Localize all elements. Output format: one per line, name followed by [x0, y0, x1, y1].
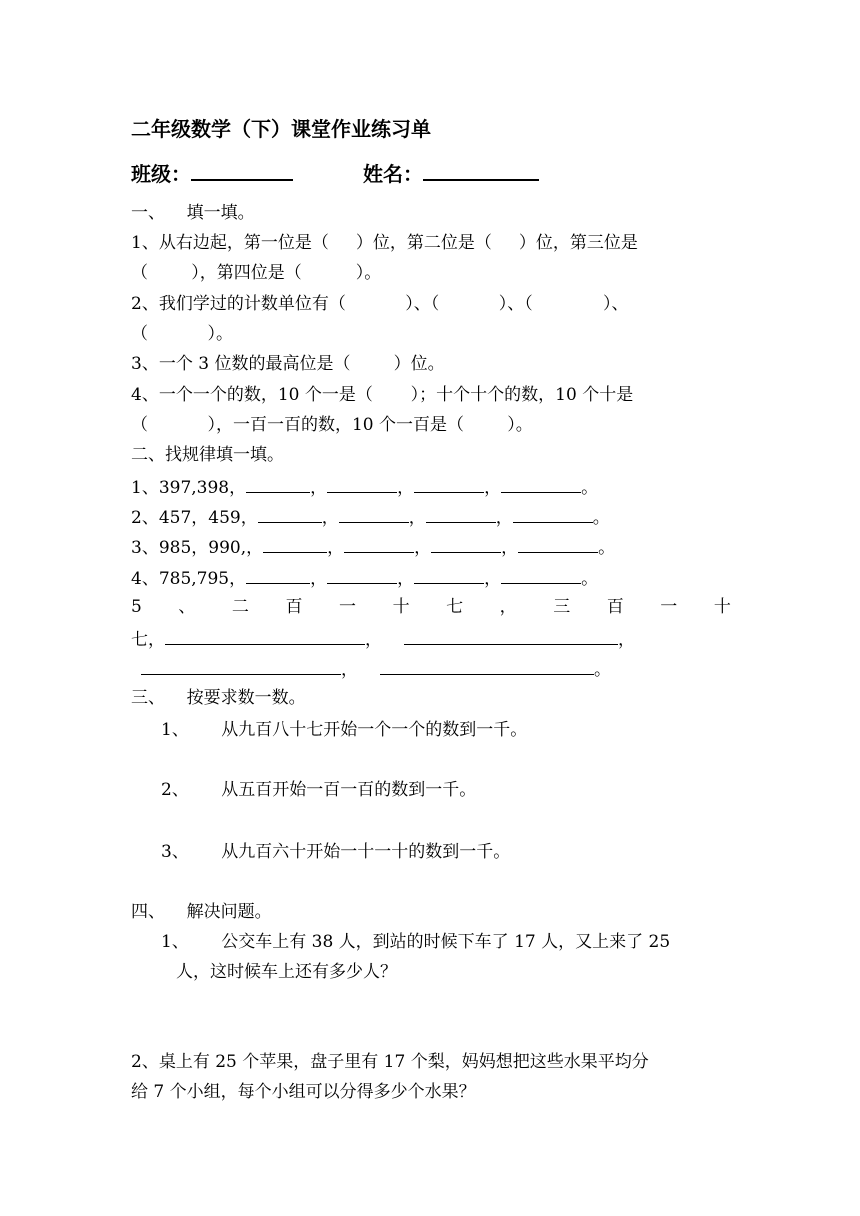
problem-1-line1: 1、 公交车上有 38 人，到站的时候下车了 17 人，又上来了 25: [161, 932, 671, 952]
period: 。: [598, 538, 616, 558]
q5-char: 十: [713, 597, 731, 617]
answer-blank[interactable]: [414, 565, 484, 584]
answer-blank[interactable]: [501, 474, 581, 493]
answer-blank[interactable]: [501, 565, 581, 584]
problem-2-line2: 给 7 个小组，每个小组可以分得多少个水果？: [131, 1082, 476, 1102]
problem-1-line2: 人，这时候车上还有多少人？: [176, 962, 397, 982]
answer-blank[interactable]: [431, 534, 501, 553]
answer-blank[interactable]: [246, 474, 310, 493]
section3-heading: 三、 按要求数一数。: [131, 688, 306, 708]
q2-5-line2: [131, 626, 635, 652]
pattern-row-4: [131, 565, 598, 591]
section4-heading: 四、 解决问题。: [131, 902, 272, 922]
answer-blank[interactable]: [258, 504, 322, 523]
q5-char: 二: [231, 597, 249, 617]
separator: ，: [365, 630, 382, 650]
q5-char: 一: [339, 597, 357, 617]
answer-blank[interactable]: [141, 656, 341, 675]
separator: ，: [397, 569, 415, 589]
period: 。: [594, 660, 611, 680]
q5-char: 七: [446, 597, 464, 617]
q5-char: 百: [606, 597, 624, 617]
q1-4-line2: （ ），一百一百的数，10 个一百是（ ）。: [131, 415, 533, 435]
answer-blank[interactable]: [513, 504, 593, 523]
section1-heading: 一、 填一填。: [131, 203, 255, 223]
answer-blank[interactable]: [246, 565, 310, 584]
q1-2-line1: 2、我们学过的计数单位有（ ）、（ ）、（ ）、: [131, 294, 629, 314]
separator: ，: [341, 660, 358, 680]
separator: ，: [310, 478, 328, 498]
q5-char: 百: [285, 597, 303, 617]
q2-5-line1: [131, 595, 731, 619]
period: 。: [592, 508, 610, 528]
student-info-line: [131, 158, 539, 187]
q1-1-line2: （ ），第四位是（ ）。: [131, 263, 382, 283]
pattern-row-3: [131, 534, 615, 560]
separator: ，: [321, 508, 339, 528]
separator: ，: [414, 538, 432, 558]
q1-3: 3、一个 3 位数的最高位是（ ）位。: [131, 354, 445, 374]
name-label: 姓名：: [363, 162, 423, 186]
answer-blank[interactable]: [518, 534, 598, 553]
period: 。: [581, 569, 599, 589]
answer-blank[interactable]: [165, 626, 365, 645]
q1-1-line1: 1、从右边起，第一位是（ ）位，第二位是（ ）位，第三位是: [131, 233, 638, 253]
q5-char: 三: [553, 597, 571, 617]
answer-blank[interactable]: [344, 534, 414, 553]
q1-4-line1: 4、一个一个的数，10 个一是（ ）；十个十个的数，10 个十是: [131, 385, 634, 405]
separator: ，: [310, 569, 328, 589]
separator: ，: [618, 630, 635, 650]
separator: ，: [397, 478, 415, 498]
answer-blank[interactable]: [263, 534, 327, 553]
section2-heading: 二、找规律填一填。: [131, 445, 284, 465]
class-label: 班级：: [131, 162, 191, 186]
q5-char: 、: [178, 597, 196, 617]
q5-char: ，: [499, 597, 517, 617]
pattern-row-prefix: 3、985，990,，: [131, 538, 264, 558]
q1-2-line2: （ ）。: [131, 324, 233, 344]
answer-blank[interactable]: [327, 565, 397, 584]
q5-char: 十: [392, 597, 410, 617]
period: 。: [581, 478, 599, 498]
count-item-1: 1、 从九百八十七开始一个一个的数到一千。: [161, 720, 528, 740]
q2-5-line3: [141, 656, 611, 682]
q5-char: 一: [660, 597, 678, 617]
separator: ，: [484, 569, 502, 589]
count-item-2: 2、 从五百开始一百一百的数到一千。: [161, 780, 477, 800]
answer-blank[interactable]: [327, 474, 397, 493]
answer-blank[interactable]: [339, 504, 409, 523]
pattern-row-prefix: 2、457，459，: [131, 508, 258, 528]
answer-blank[interactable]: [380, 656, 594, 675]
pattern-row-1: [131, 474, 598, 500]
count-item-3: 3、 从九百六十开始一十一十的数到一千。: [161, 842, 511, 862]
separator: ，: [495, 508, 513, 528]
answer-blank[interactable]: [414, 474, 484, 493]
separator: ，: [501, 538, 519, 558]
pattern-row-prefix: 1、397,398，: [131, 478, 247, 498]
answer-blank[interactable]: [426, 504, 496, 523]
q5-prefix: 七，: [131, 630, 165, 650]
class-blank[interactable]: [191, 159, 293, 181]
answer-blank[interactable]: [404, 626, 618, 645]
separator: ，: [327, 538, 345, 558]
q5-char: 5: [131, 597, 142, 617]
problem-2-line1: 2、桌上有 25 个苹果，盘子里有 17 个梨，妈妈想把这些水果平均分: [131, 1052, 649, 1072]
worksheet-title: 二年级数学（下）课堂作业练习单: [131, 117, 431, 141]
pattern-row-prefix: 4、785,795，: [131, 569, 247, 589]
separator: ，: [408, 508, 426, 528]
separator: ，: [484, 478, 502, 498]
name-blank[interactable]: [423, 159, 539, 181]
pattern-row-2: [131, 504, 610, 530]
